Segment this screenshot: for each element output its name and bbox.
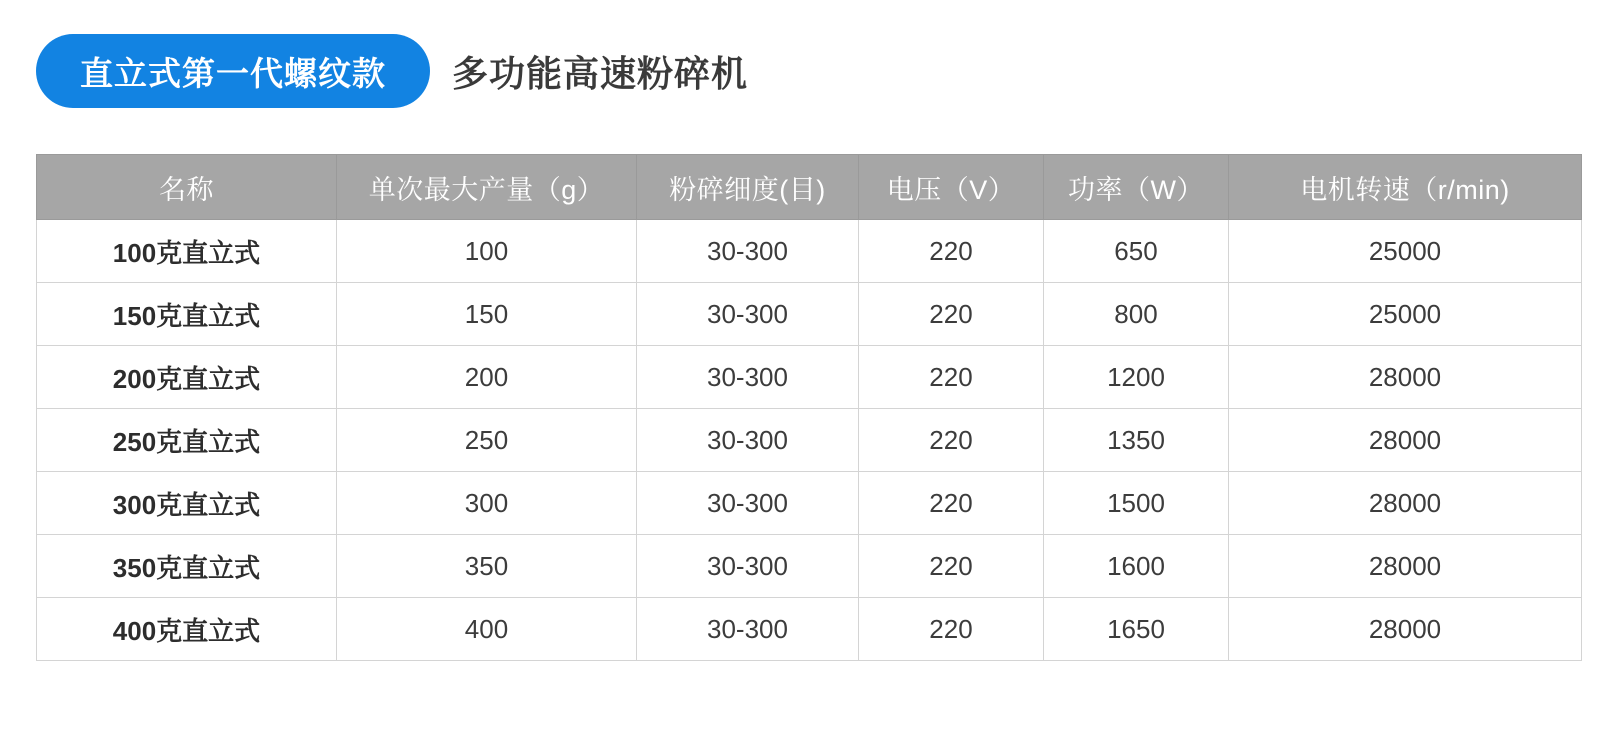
table-row	[37, 220, 1582, 283]
product-series-badge: 直立式第一代螺纹款	[36, 34, 430, 108]
cell-fineness: 30-300	[637, 472, 859, 535]
cell-name: 150克直立式	[37, 283, 337, 346]
cell-power: 1600	[1044, 535, 1229, 598]
cell-speed: 28000	[1229, 535, 1582, 598]
cell-capacity: 200	[337, 346, 637, 409]
cell-name: 300克直立式	[37, 472, 337, 535]
table-body	[37, 220, 1582, 661]
cell-fineness: 30-300	[637, 346, 859, 409]
cell-power: 650	[1044, 220, 1229, 283]
table-row	[37, 346, 1582, 409]
column-header-power: 功率（W）	[1044, 155, 1229, 220]
table-row	[37, 598, 1582, 661]
cell-capacity: 400	[337, 598, 637, 661]
page-header	[36, 26, 1584, 116]
cell-voltage: 220	[859, 598, 1044, 661]
table-row	[37, 409, 1582, 472]
cell-fineness: 30-300	[637, 598, 859, 661]
cell-voltage: 220	[859, 472, 1044, 535]
cell-fineness: 30-300	[637, 409, 859, 472]
cell-speed: 28000	[1229, 409, 1582, 472]
cell-speed: 28000	[1229, 472, 1582, 535]
cell-voltage: 220	[859, 535, 1044, 598]
cell-voltage: 220	[859, 409, 1044, 472]
cell-capacity: 100	[337, 220, 637, 283]
cell-name: 250克直立式	[37, 409, 337, 472]
table-header-row	[37, 155, 1582, 220]
cell-name: 200克直立式	[37, 346, 337, 409]
cell-name: 100克直立式	[37, 220, 337, 283]
column-header-speed: 电机转速（r/min)	[1229, 155, 1582, 220]
page-title: 多功能高速粉碎机	[452, 52, 749, 94]
cell-power: 1650	[1044, 598, 1229, 661]
specification-table	[36, 154, 1582, 661]
cell-speed: 28000	[1229, 598, 1582, 661]
cell-power: 1500	[1044, 472, 1229, 535]
cell-voltage: 220	[859, 220, 1044, 283]
table-row	[37, 283, 1582, 346]
cell-voltage: 220	[859, 283, 1044, 346]
cell-fineness: 30-300	[637, 283, 859, 346]
column-header-name: 名称	[37, 155, 337, 220]
cell-fineness: 30-300	[637, 535, 859, 598]
cell-voltage: 220	[859, 346, 1044, 409]
cell-capacity: 300	[337, 472, 637, 535]
table-header	[37, 155, 1582, 220]
cell-capacity: 250	[337, 409, 637, 472]
cell-speed: 28000	[1229, 346, 1582, 409]
table-row	[37, 535, 1582, 598]
cell-name: 400克直立式	[37, 598, 337, 661]
cell-capacity: 350	[337, 535, 637, 598]
cell-power: 1200	[1044, 346, 1229, 409]
column-header-voltage: 电压（V）	[859, 155, 1044, 220]
cell-capacity: 150	[337, 283, 637, 346]
table-row	[37, 472, 1582, 535]
cell-power: 800	[1044, 283, 1229, 346]
cell-speed: 25000	[1229, 283, 1582, 346]
column-header-fineness: 粉碎细度(目)	[637, 155, 859, 220]
cell-fineness: 30-300	[637, 220, 859, 283]
column-header-capacity: 单次最大产量（g）	[337, 155, 637, 220]
cell-name: 350克直立式	[37, 535, 337, 598]
cell-power: 1350	[1044, 409, 1229, 472]
cell-speed: 25000	[1229, 220, 1582, 283]
